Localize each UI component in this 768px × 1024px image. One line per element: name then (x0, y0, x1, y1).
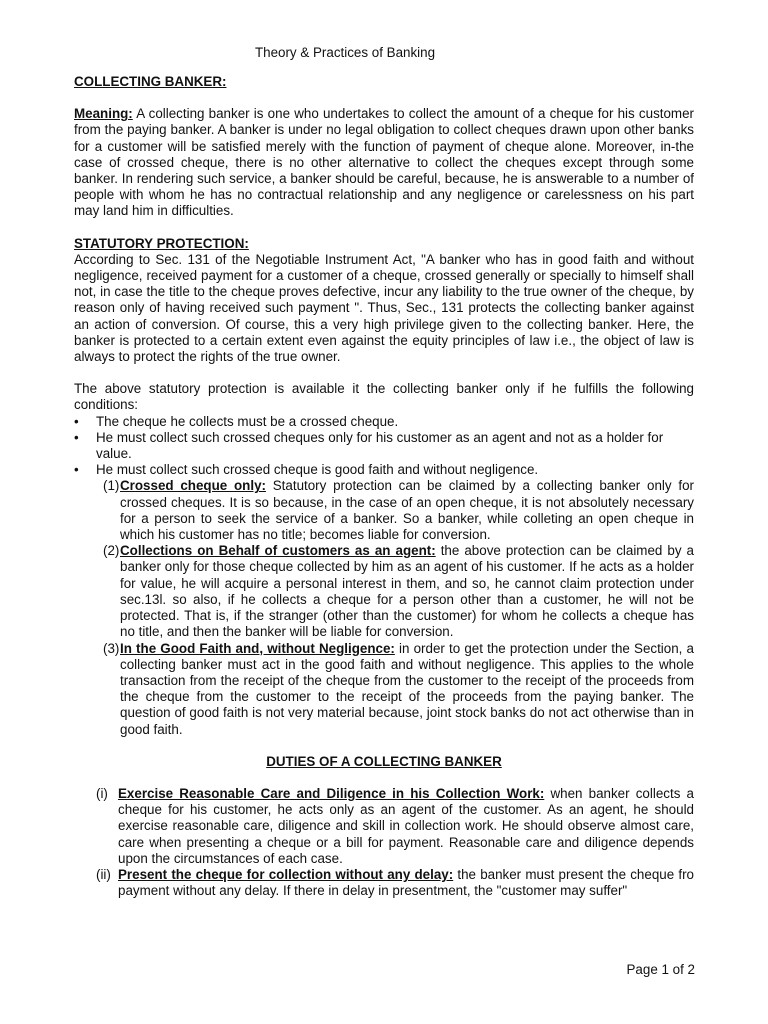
statutory-protection-heading: STATUTORY PROTECTION: (74, 235, 249, 251)
running-header: Theory & Practices of Banking (254, 45, 436, 60)
bullet-icon: • (74, 429, 79, 445)
duty-title: Present the cheque for collection without any delay: (118, 866, 454, 882)
bullet-icon: • (74, 462, 79, 478)
statutory-paragraph-1: According to Sec. 131 of the Negotiable Instrument Act, "A banker who has in good faith and without negligence, received payment for a customer of a cheque, crossed generally or specially to himself shall not, in case the title to the cheque proves defective, incur any liability to the true owner of the cheque, by reason only of having received such payment ". Thus, Sec., 131 protects the collecting banker against an action of conversion. Of course, this a very high privilege given to the collecting banker. Here, the banker is protected to a certain extent even against the equity principles of law i.e., the object of law is always to protect the rights of the true owner. (74, 251, 694, 365)
condition-text: Statutory protection can be claimed by a collecting banker only for crossed cheques. It is so because, in the case of an open cheque, it is not absolutely necessary for a person to seek the service of a banker. So a banker, while colleting an open cheque in which his customer has no title; becomes liable for conversion. (120, 478, 694, 543)
bullet-icon: • (74, 413, 79, 429)
bullet-item: • He must collect such crossed cheque is good faith and without negligence. (74, 462, 539, 478)
condition-text: the above protection can be claimed by a banker only for those cheque collected by him as an agent of his customer. If he acts as a holder for value, he will acquire a personal interest in them, and so, he cannot claim protection under sec.13l. so also, if he collects a cheque for a person other than a customer, he will not be protected. That is, if the stranger (other than the customer) for whom he collects a cheque has no title, and then the banker will be liable for conversion. (120, 543, 694, 640)
page-number: Page 1 of 2 (626, 962, 695, 977)
collecting-banker-heading: COLLECTING BANKER: (74, 74, 227, 89)
duty-title: Exercise Reasonable Care and Diligence in his Collection Work: (118, 785, 545, 801)
duty-number: (i) (96, 785, 108, 801)
condition-number: (3) (103, 640, 120, 656)
condition-number: (2) (103, 543, 120, 559)
meaning-label: Meaning: (74, 106, 133, 122)
duty-text: the banker must present the cheque fro payment without any delay. If there in delay in presentment, the "customer may suffer" (118, 866, 694, 899)
condition-item-2 (74, 543, 694, 640)
condition-title: Crossed cheque only: (120, 478, 266, 494)
condition-title: In the Good Faith and, without Negligence: (120, 640, 395, 656)
condition-item-1 (74, 478, 694, 543)
duties-heading: DUTIES OF A COLLECTING BANKER (266, 753, 502, 769)
meaning-paragraph (74, 106, 694, 219)
condition-number: (1) (103, 478, 120, 494)
condition-item-3 (74, 641, 694, 738)
duty-number: (ii) (96, 866, 111, 882)
duty-item-1 (74, 786, 694, 867)
document-body (74, 74, 694, 899)
duty-text: when banker collects a cheque for his customer, he acts only as an agent of the customer. As an agent, he should exercise reasonable care, diligence and skill in collection work. He should observe almost care, care when presenting a cheque or a bill for payment. Reasonable care and diligence depends upon the circumstances of each case. (118, 785, 694, 866)
condition-text: in order to get the protection under the Section, a collecting banker must act in the good faith and without negligence. This applies to the whole transaction from the receipt of the cheque from the customer to the receipt of the proceeds from the cheque from the customer to the receipt of the proceeds from the paying banker. The question of good faith is not very material because, joint stock banks do not act otherwise than in good faith. (120, 640, 694, 737)
conditions-bullet-list (74, 414, 694, 479)
duty-item-2 (74, 867, 694, 899)
statutory-paragraph-2: The above statutory protection is available it the collecting banker only if he fulfills the following conditions: (74, 381, 694, 413)
condition-title: Collections on Behalf of customers as an agent: (120, 543, 436, 559)
bullet-item: • The cheque he collects must be a crossed cheque. (74, 413, 399, 429)
meaning-text: A collecting banker is one who undertakes to collect the amount of a cheque for his customer from the paying banker. A banker is under no legal obligation to collect cheques drawn upon other banks for a customer will be satisfied merely with the function of payment of cheque alone. Moreover, in-the case of crossed cheque, there is no other alternative to collect the cheques except through some banker. In rendering such service, a banker should be careful, because, he is answerable to a number of people with whom he has no contractual relationship and any negligence or carelessness on his part may land him in difficulties. (74, 106, 694, 219)
bullet-item: • He must collect such crossed cheques only for his customer as an agent and not as a holder for value. (74, 429, 664, 462)
